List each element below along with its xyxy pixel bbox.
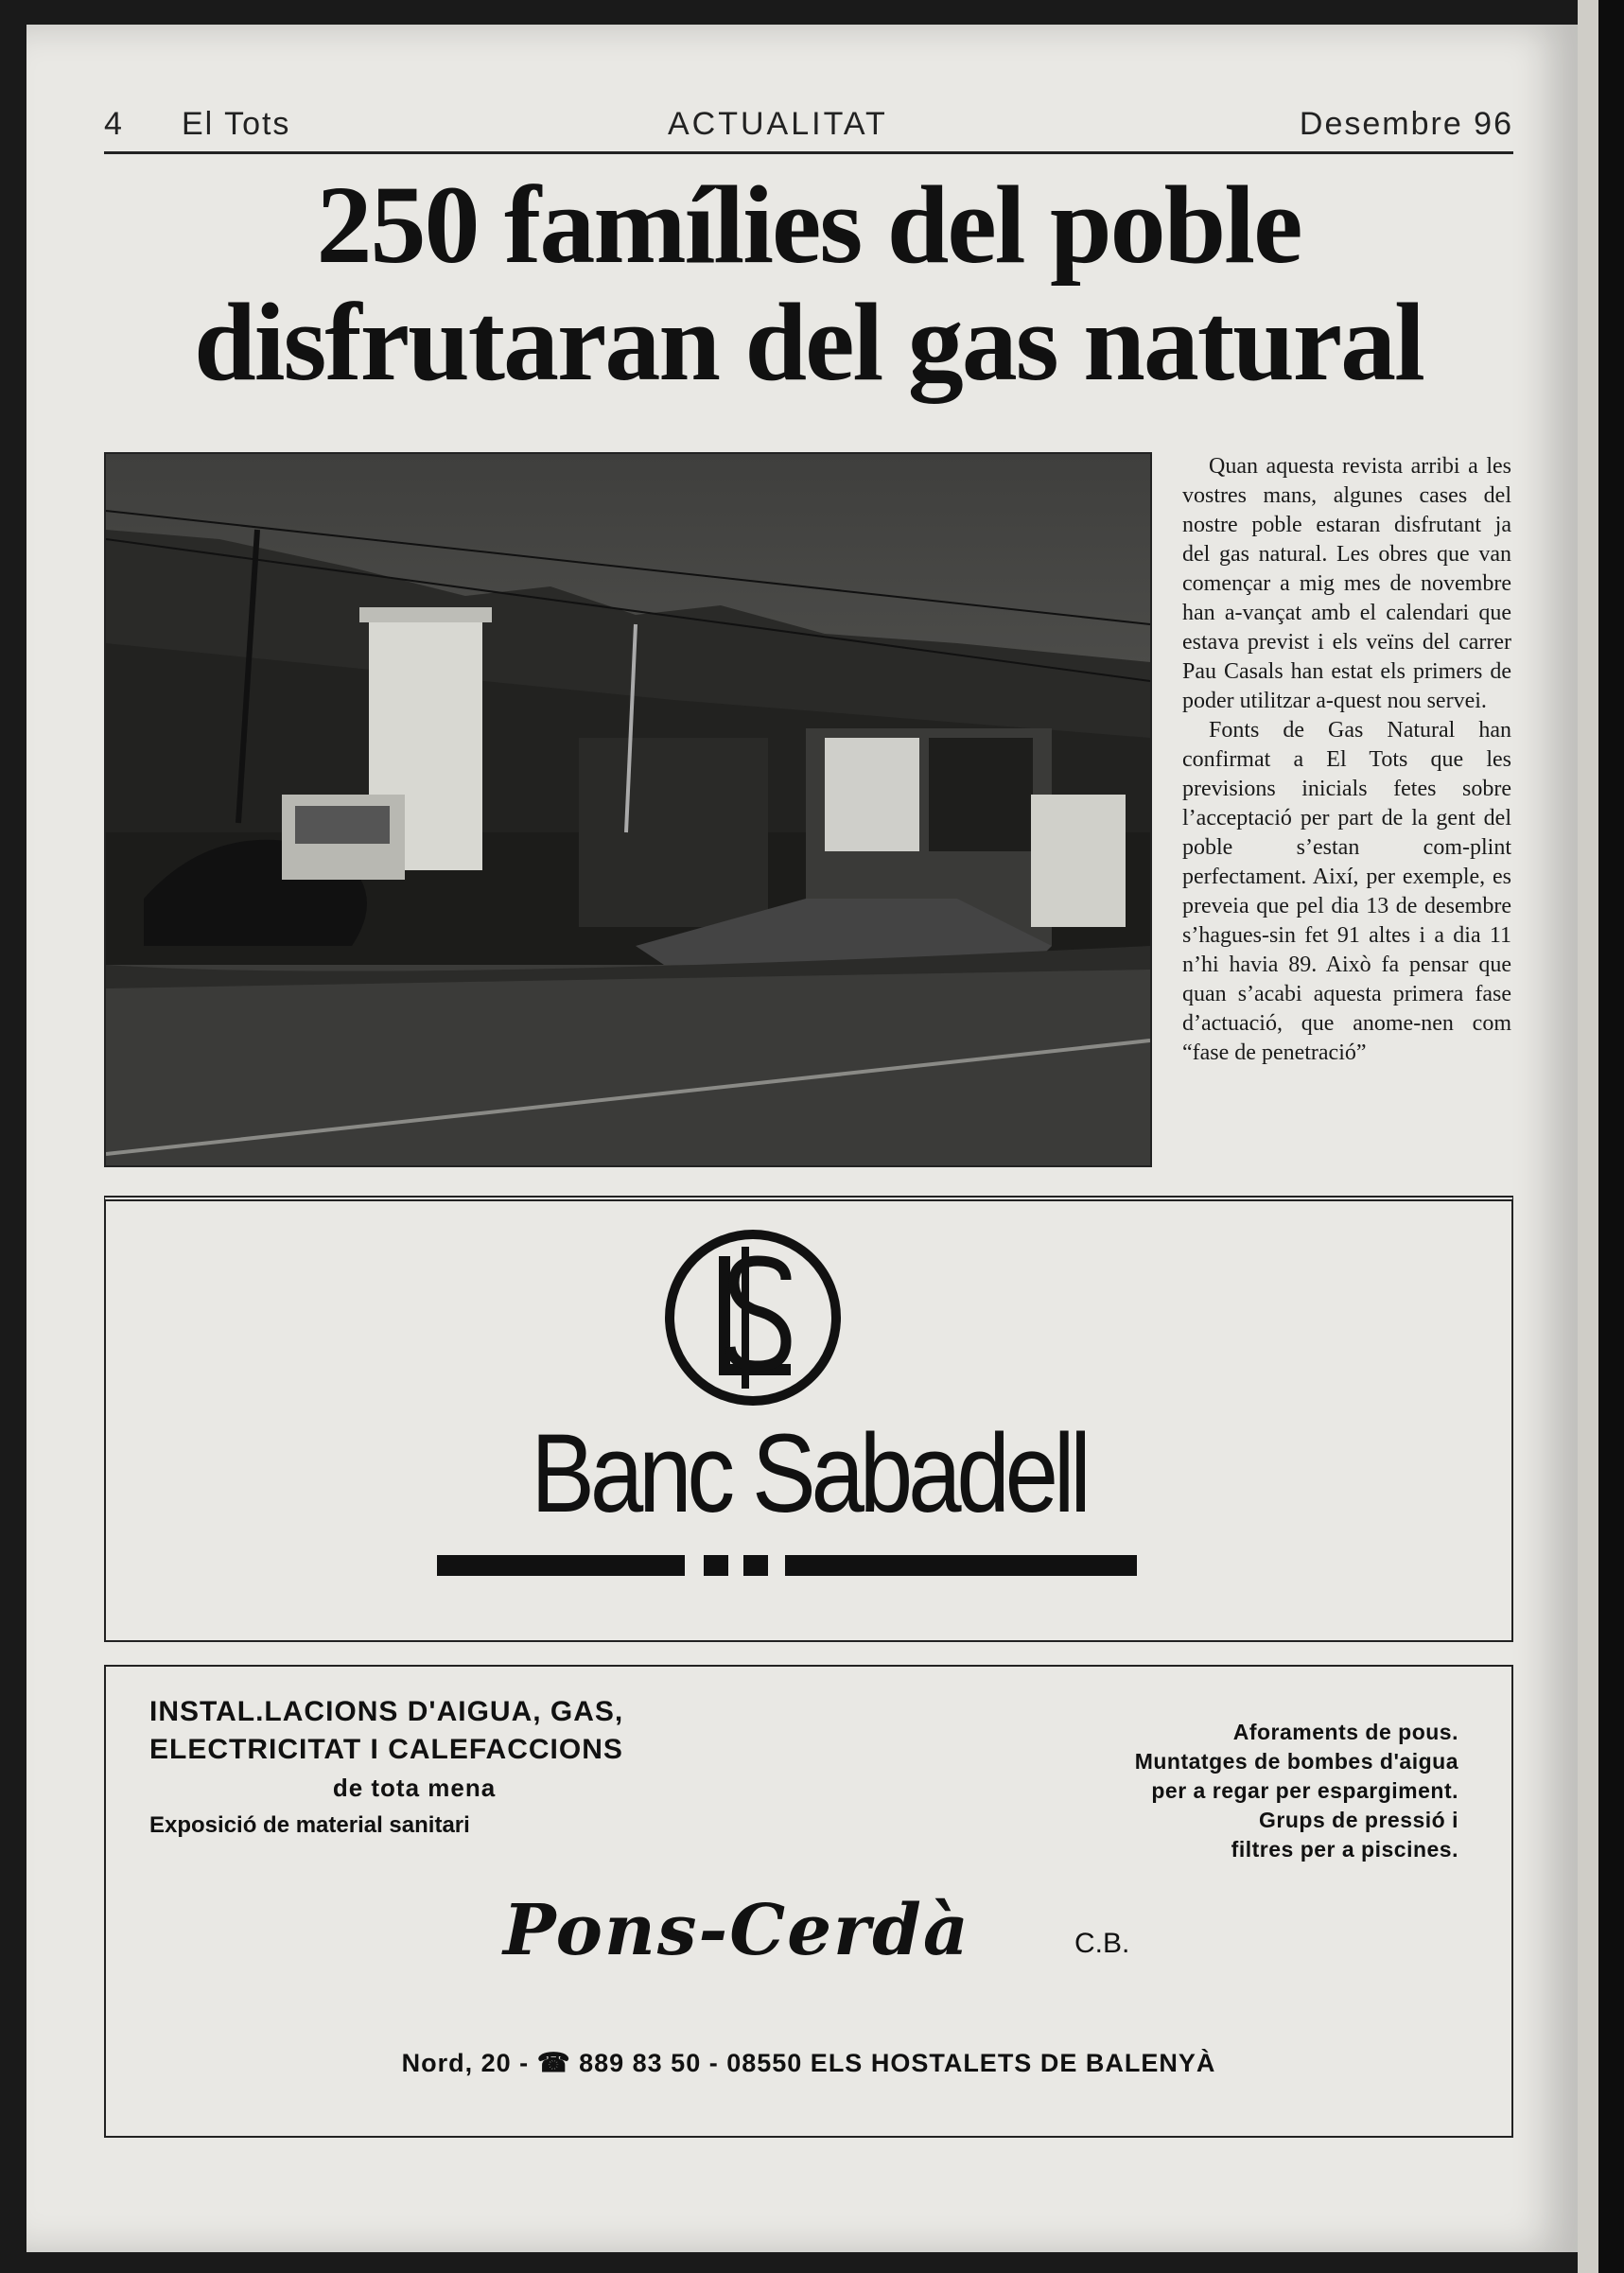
services-line-2: ELECTRICITAT I CALEFACCIONS xyxy=(149,1734,623,1765)
extra-line-1: Aforaments de pous. xyxy=(1232,1720,1458,1744)
services-line-1: INSTAL.LACIONS D'AIGUA, GAS, xyxy=(149,1696,624,1727)
photo-road-excavator xyxy=(106,454,1150,1165)
pons-extra-services xyxy=(967,1718,1458,1864)
headline-line-1: 250 famílies del poble xyxy=(316,163,1301,287)
services-line-4: Exposició de material sanitari xyxy=(149,1812,470,1838)
company-suffix: C.B. xyxy=(1074,1928,1130,1959)
article-body xyxy=(1182,452,1511,1171)
headline-line-2: disfrutaran del gas natural xyxy=(194,280,1423,404)
pons-cerda-ad xyxy=(104,1665,1513,2138)
article-photo xyxy=(104,452,1152,1167)
issue-date: Desembre 96 xyxy=(1299,106,1513,142)
extra-line-2: Muntatges de bombes d'aigua xyxy=(1134,1749,1458,1774)
telephone-icon: ☎ xyxy=(536,2048,571,2077)
article-headline xyxy=(104,163,1513,404)
binding-shadow xyxy=(1598,0,1624,2273)
extra-line-5: filtres per a piscines. xyxy=(1231,1837,1458,1862)
article-paragraph-2: Fonts de Gas Natural han confirmat a El Tots que les previsions inicials fetes sobre l’acceptació per part de la gent del poble s’estan com-plint perfectament. Així, per exemple, es preveia que pel dia 13 de desembre s’hagues-sin fet 91 altes i a dia 11 n’hi havia 89. Això fa pensar que quan s’acabi aquesta primera fase d’actuació, que anome-nen com “fase de penetració” xyxy=(1182,718,1511,1065)
company-address xyxy=(106,2047,1511,2078)
address-town: - 08550 ELS HOSTALETS DE BALENYÀ xyxy=(708,2049,1216,2077)
publication-name: El Tots xyxy=(182,106,291,142)
section-title: ACTUALITAT xyxy=(668,106,888,142)
extra-line-3: per a regar per espargiment. xyxy=(1151,1778,1458,1803)
services-line-3: de tota mena xyxy=(332,1774,497,1802)
page-number: 4 xyxy=(104,106,123,142)
extra-line-4: Grups de pressió i xyxy=(1259,1808,1458,1832)
bank-name: Banc Sabadell xyxy=(531,1411,1087,1536)
article-paragraph-1: Quan aquesta revista arribi a les vostres mans, algunes cases del nostre poble estaran disfrutant ja del gas natural. Les obres que van començar a mig mes de novembre han a-vançat amb el calendari que estava previst i els veïns del carrer Pau Casals han estat els primers de poder utilitzar a-quest nou servei. xyxy=(1182,454,1511,713)
banc-sabadell-ad xyxy=(104,1196,1513,1642)
address-street: Nord, 20 - xyxy=(401,2049,530,2077)
phone-number: 889 83 50 xyxy=(579,2049,702,2077)
company-name: Pons-Cerdà xyxy=(503,1890,970,1971)
bank-sabadell-monogram-icon xyxy=(658,1228,847,1408)
pons-services xyxy=(149,1693,793,1845)
bank-brand-bar xyxy=(437,1555,1137,1576)
page-header xyxy=(104,106,1513,154)
